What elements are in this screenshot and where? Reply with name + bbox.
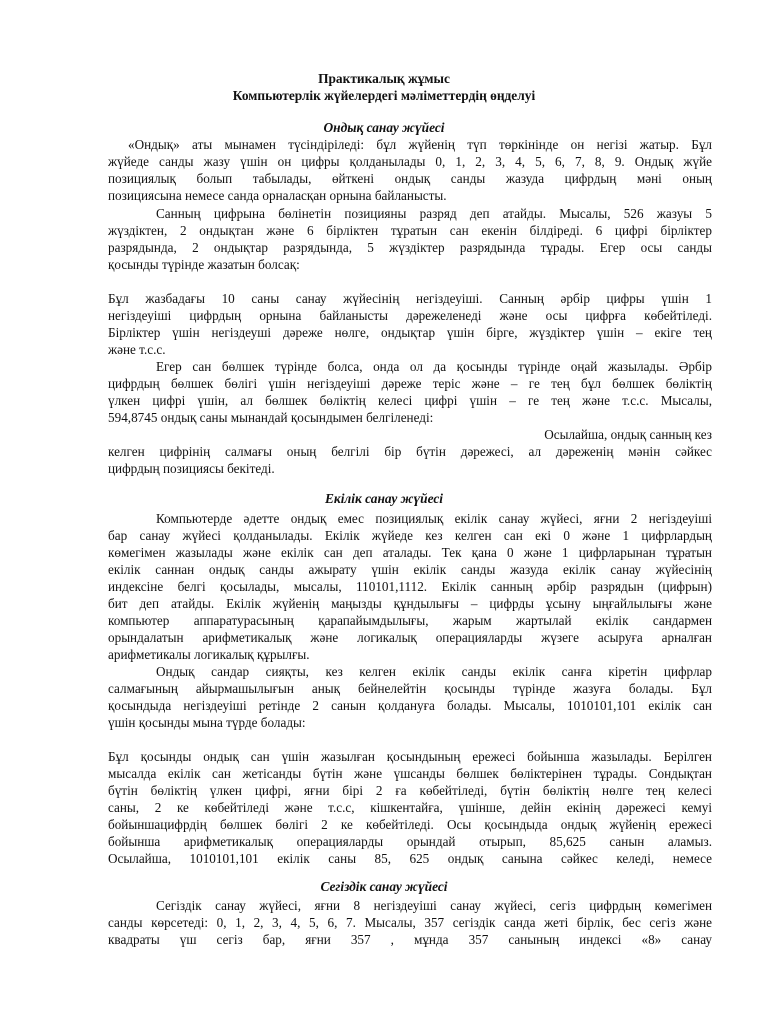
paragraph-line: позициясына немесе санда орналасқан орнына байланысты. <box>108 188 447 203</box>
document-title: Практикалық жұмыс <box>318 71 450 86</box>
paragraph-line: цифрдың позициясы бекітеді. <box>108 461 275 476</box>
paragraph-line: Егер сан бөлшек түрінде болса, онда ол да қосынды түрінде оңай жазылады. Әрбір <box>156 359 712 374</box>
paragraph-line: жүйеде санды жазу үшін он цифры қолданылады 0, 1, 2, 3, 4, 5, 6, 7, 8, 9. Ондық жүйе <box>108 154 712 169</box>
document-subtitle: Компьютерлік жүйелердегі мәліметтердің өңделуі <box>232 88 536 103</box>
section-heading-binary: Екілік санау жүйесі <box>324 491 444 506</box>
paragraph-line: келген цифрінің салмағы оның белгілі бір бүтін дәрежесі, ал дәреженің мәнін сәйкес <box>108 444 712 459</box>
paragraph-line: бойыншацифрдің бөлшек бөлігі 2 ке көбейтіледі. Осы қосындыда ондық жүйенің ережесі <box>108 817 712 832</box>
paragraph-line: Компьютерде әдетте ондық емес позициялық екілік санау жүйесі, яғни 2 негіздеуіші <box>156 511 712 526</box>
paragraph-line: «Ондық» аты мынамен түсіндіріледі: бұл жүйенің түп төркінінде он негізі жатыр. Бұл <box>128 137 712 152</box>
paragraph-line: 594,8745 ондық саны мынандай қосындымен белгіленеді: <box>108 410 434 425</box>
paragraph-line: Бұл жазбадағы 10 саны санау жүйесінің негіздеуіші. Санның әрбір цифры үшін 1 <box>108 291 712 306</box>
paragraph-line: және т.с.с. <box>108 342 166 357</box>
paragraph-line: Сегіздік санау жүйесі, яғни 8 негіздеуіші санау жүйесі, сегіз цифрдың көмегімен <box>156 898 712 913</box>
section-heading-decimal: Ондық санау жүйесі <box>323 120 445 135</box>
paragraph-line: санды көрсетеді: 0, 1, 2, 3, 4, 5, 6, 7. Мысалы, 357 сегіздік санда жеті бірлік, бес сегіз және <box>108 915 712 930</box>
paragraph-line: мысалда екілік сан жетісанды бүтін және үшсанды бөлшек бөліктерінен тұрады. Сондықтан <box>108 766 712 781</box>
paragraph-line: позициялық болып табылады, өйткені ондық санды жазуда цифрдың мәні оның <box>108 171 712 186</box>
paragraph-line: салмағының айырмашылығын анық бейнелейтін қосынды түрінде жазуға болады. Бұл <box>108 681 712 696</box>
paragraph-line: үлкен цифрі үшін, ал бөлшек бөліктің келесі цифрі үшін – ге тең және т.с.с. Мысалы, <box>108 393 712 408</box>
paragraph-line: жүздіктен, 2 ондықтан және 6 бірліктен тұратын сан екенін білдіреді. 6 цифрі бірліктер <box>108 223 712 238</box>
paragraph-line: бит деп атайды. Екілік жүйенің маңызды құндылығы – цифрды ұсыну ыңғайлылығы және <box>108 596 712 611</box>
paragraph-line: орындалатын арифметикалық және логикалық операцияларды жүзеге асыруға арналған <box>108 630 712 645</box>
paragraph-line: бүтін бөліктің үлкен цифрі, яғни бірі 2 ға көбейтіледі, бүтін бөліктің нөлге тең келесі <box>108 783 712 798</box>
section-heading-octal: Сегіздік санау жүйесі <box>320 879 448 894</box>
paragraph-line: цифрдың бөлшек бөлігі үшін негіздеуіші дәреже теріс және – ге тең бұл бөлшек бөліктің <box>108 376 712 391</box>
paragraph-line: Ондық сандар сияқты, кез келген екілік санды екілік санға кіретін цифрлар <box>156 664 712 679</box>
paragraph-line: Бұл қосынды ондық сан үшін жазылған қосындының ережесі бойынша жазылады. Берілген <box>108 749 712 764</box>
paragraph-line: Осылайша, ондық санның кез <box>544 427 712 442</box>
paragraph-line: Осылайша, 1010101,101 екілік саны 85, 625 ондық санына сәйкес келеді, немесе <box>108 851 712 866</box>
paragraph-line: екілік саннан ондық санды ажырату үшін екілік санды жазуда екілік санау жүйесінің <box>108 562 712 577</box>
paragraph-line: негіздеуіші цифрдың орнына байланысты дәрежеленеді және осы цифрға көбейтіледі. <box>108 308 712 323</box>
paragraph-line: разрядында, 2 ондықтар разрядында, 5 жүздіктер разрядында тұрады. Егер осы санды <box>108 240 712 255</box>
paragraph-line: Санның цифрына бөлінетін позицияны разряд деп атайды. Мысалы, 526 жазуы 5 <box>156 206 712 221</box>
paragraph-line: көмегімен жазылады және екілік сан деп аталады. Тек қана 0 және 1 цифрларынан тұратын <box>108 545 712 560</box>
paragraph-line: үшін қосынды мына түрде болады: <box>108 715 306 730</box>
paragraph-line: квадраты үш сегіз бар, яғни 357 , мұнда 357 санының индексі «8» санау <box>108 932 712 947</box>
paragraph-line: қосынды түрінде жазатын болсақ: <box>108 257 300 272</box>
paragraph-line: Бірліктер үшін негіздеуші дәреже нөлге, ондықтар үшін бірге, жүздіктер үшін – екіге тең <box>108 325 712 340</box>
paragraph-line: бойынша арифметикалық операцияларды орындай отырып, 85,625 санын аламыз. <box>108 834 712 849</box>
paragraph-line: бар санау жүйесі қолданылады. Екілік жүйеде кез келген сан екі 0 және 1 цифрлардың <box>108 528 712 543</box>
paragraph-line: саны, 2 ке көбейтіледі және т.с.с, кішкентайға, үшінше, дейін екінің дәрежесі кемуі <box>108 800 712 815</box>
paragraph-line: индексіне белгі қосылады, мысалы, 110101,1112. Екілік санның әрбір разрядын (цифрын) <box>108 579 712 594</box>
paragraph-line: қосындыда негіздеуіші ретінде 2 санын қолдануға болады. Мысалы, 1010101,101 екілік сан <box>108 698 712 713</box>
paragraph-line: компьютер аппаратурасының қарапайымдылығы, жарым жартылай екілік сандармен <box>108 613 712 628</box>
paragraph-line: арифметикалы логикалық құрылғы. <box>108 647 310 662</box>
